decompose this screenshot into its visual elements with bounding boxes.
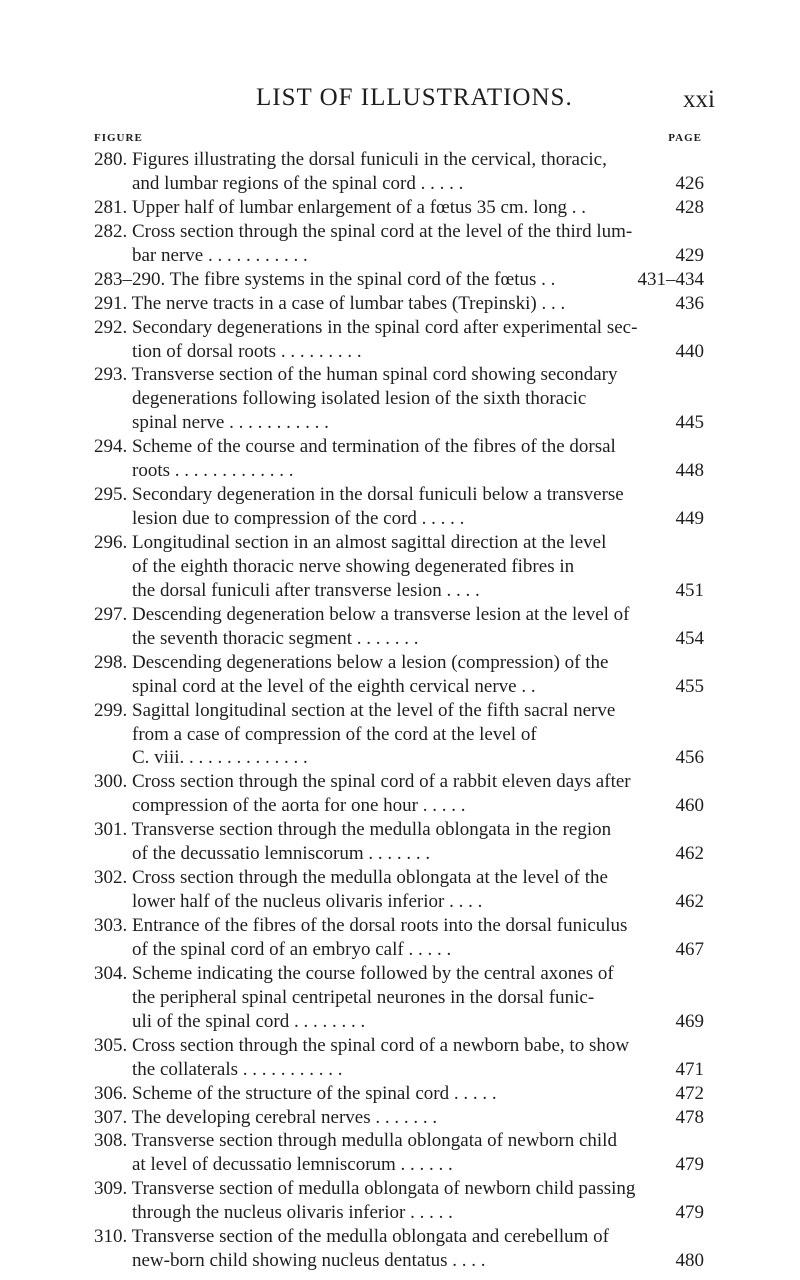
entry-first-line <box>94 435 704 459</box>
list-item <box>94 962 704 1034</box>
figure-number: 294. <box>94 436 132 458</box>
figure-number: 307. <box>94 1106 132 1128</box>
entry-page-number: 467 <box>675 938 704 960</box>
entry-text: Scheme indicating the course followed by the central axones of <box>132 962 614 984</box>
entry-continuation-line <box>94 244 704 268</box>
list-item <box>94 483 704 531</box>
figure-number: 300. <box>94 771 132 793</box>
entry-text: Descending degeneration below a transverse lesion at the level of <box>132 603 630 625</box>
entry-continuation-line <box>94 172 704 196</box>
entry-text: and lumbar regions of the spinal cord . . . . . <box>132 172 464 194</box>
entry-text: of the spinal cord of an embryo calf . . . . . <box>132 938 452 960</box>
entry-first-line <box>94 292 704 316</box>
list-item <box>94 148 704 196</box>
entry-text: Sagittal longitudinal section at the level of the fifth sacral nerve <box>132 699 616 721</box>
figure-number: 281. <box>94 196 132 218</box>
entry-text: Transverse section through medulla oblongata of newborn child <box>131 1130 617 1152</box>
entry-page-number: 436 <box>675 292 704 314</box>
figure-number: 310. <box>94 1226 132 1248</box>
list-item <box>94 316 704 364</box>
list-item <box>94 531 704 603</box>
entry-continuation-line <box>94 675 704 699</box>
entry-text: the seventh thoracic segment . . . . . . . <box>132 627 419 649</box>
figure-number: 280. <box>94 149 132 170</box>
entry-text: of the decussatio lemniscorum . . . . . . . <box>132 843 431 865</box>
entry-page-number: 456 <box>675 747 704 769</box>
page-title: LIST OF ILLUSTRATIONS. <box>256 84 573 111</box>
list-item <box>94 818 704 866</box>
entry-text: the dorsal funiculi after transverse lesion . . . . <box>132 579 480 601</box>
entry-continuation-line <box>94 1058 704 1082</box>
column-headings <box>94 132 702 148</box>
entry-first-line <box>94 196 704 220</box>
figure-number: 296. <box>94 532 132 553</box>
entry-page-number: 460 <box>675 795 704 817</box>
entry-text: at level of decussatio lemniscorum . . . . . . <box>132 1154 453 1176</box>
entry-first-line <box>94 220 704 244</box>
entry-continuation-line <box>94 890 704 914</box>
entry-continuation-line <box>94 986 704 1010</box>
entry-continuation-line <box>94 340 704 364</box>
entry-page-number: 428 <box>675 196 704 218</box>
list-item <box>94 770 704 818</box>
list-item <box>94 196 704 220</box>
entry-first-line <box>94 1177 704 1201</box>
running-head <box>0 84 800 114</box>
entry-first-line <box>94 962 704 986</box>
entry-continuation-line <box>94 794 704 818</box>
list-item <box>94 268 704 292</box>
list-item <box>94 435 704 483</box>
entry-first-line <box>94 1225 704 1249</box>
entry-page-number: 480 <box>675 1250 704 1272</box>
entry-first-line <box>94 1034 704 1058</box>
entry-text: Transverse section through the medulla oblongata in the region <box>131 819 612 841</box>
list-item <box>94 603 704 651</box>
list-item <box>94 1177 704 1225</box>
entry-first-line <box>94 363 704 387</box>
entry-page-number: 471 <box>675 1058 704 1080</box>
entry-text: compression of the aorta for one hour . . . . . <box>132 795 466 817</box>
entry-text: Upper half of lumbar enlargement of a fœtus 35 cm. long . . <box>132 196 586 218</box>
figure-number: 295. <box>94 484 132 506</box>
figure-number: 306. <box>94 1082 132 1104</box>
figure-number: 304. <box>94 962 132 984</box>
entry-text: degenerations following isolated lesion of the sixth thoracic <box>132 388 587 410</box>
page-column-heading: PAGE <box>668 132 702 144</box>
entry-text: The nerve tracts in a case of lumbar tabes (Trepinski) . . . <box>131 292 566 314</box>
entry-continuation-line <box>94 579 704 603</box>
entry-page-number: 479 <box>675 1202 704 1224</box>
entry-continuation-line <box>94 507 704 531</box>
entry-first-line <box>94 148 704 172</box>
entry-text: Cross section through the spinal cord at the level of the third lum- <box>132 220 633 242</box>
list-item <box>94 1106 704 1130</box>
entry-text: The fibre systems in the spinal cord of the fœtus . . <box>169 268 556 290</box>
entry-text: the peripheral spinal centripetal neurones in the dorsal funic- <box>132 986 595 1008</box>
entry-first-line <box>94 914 704 938</box>
entry-first-line <box>94 1129 704 1153</box>
entry-text: Entrance of the fibres of the dorsal roots into the dorsal funiculus <box>132 915 628 936</box>
list-item <box>94 914 704 962</box>
entry-continuation-line <box>94 555 704 579</box>
entry-page-number: 454 <box>675 627 704 649</box>
entry-text: Scheme of the course and termination of the fibres of the dorsal <box>132 436 616 458</box>
entry-continuation-line <box>94 1249 704 1273</box>
list-item <box>94 651 704 699</box>
figure-number: 292. <box>94 316 132 338</box>
entry-continuation-line <box>94 459 704 483</box>
list-item <box>94 699 704 771</box>
entry-continuation-line <box>94 746 704 770</box>
entry-text: uli of the spinal cord . . . . . . . . <box>132 1010 366 1032</box>
entry-text: Scheme of the structure of the spinal cord . . . . . <box>132 1082 497 1104</box>
entry-text: Cross section through the spinal cord of a newborn babe, to show <box>132 1034 630 1056</box>
list-item <box>94 220 704 268</box>
entry-page-number: 426 <box>675 172 704 194</box>
entry-text: Transverse section of the human spinal cord showing secondary <box>131 364 618 386</box>
figure-number: 283–290. <box>94 268 170 290</box>
entry-text: roots . . . . . . . . . . . . . <box>132 460 294 482</box>
entry-page-number: 449 <box>675 508 704 530</box>
entry-text: Secondary degenerations in the spinal cord after experimental sec- <box>132 316 638 338</box>
entry-continuation-line <box>94 723 704 747</box>
entry-text: Figures illustrating the dorsal funiculi in the cervical, thoracic, <box>132 149 607 170</box>
entry-continuation-line <box>94 1201 704 1225</box>
entry-text: Cross section through the spinal cord of a rabbit eleven days after <box>132 771 631 793</box>
entry-first-line <box>94 1082 704 1106</box>
entry-text: lower half of the nucleus olivaris inferior . . . . <box>132 891 483 913</box>
entry-page-number: 448 <box>675 460 704 482</box>
entry-text: Longitudinal section in an almost sagittal direction at the level <box>132 532 607 553</box>
entry-page-number: 431–434 <box>637 268 704 290</box>
entry-page-number: 472 <box>675 1082 704 1104</box>
entry-continuation-line <box>94 387 704 411</box>
entry-text: tion of dorsal roots . . . . . . . . . <box>132 340 362 362</box>
entry-page-number: 429 <box>675 244 704 266</box>
list-item <box>94 866 704 914</box>
entry-text: C. viii. . . . . . . . . . . . . . <box>132 747 308 769</box>
figure-number: 308. <box>94 1130 132 1152</box>
entry-first-line <box>94 651 704 675</box>
entry-page-number: 440 <box>675 340 704 362</box>
entry-continuation-line <box>94 938 704 962</box>
entry-text: lesion due to compression of the cord . . . . . <box>132 508 465 530</box>
entry-page-number: 478 <box>675 1106 704 1128</box>
entry-first-line <box>94 866 704 890</box>
figure-number: 282. <box>94 220 132 242</box>
figure-number: 298. <box>94 651 132 673</box>
entry-page-number: 479 <box>675 1154 704 1176</box>
entry-text: Transverse section of medulla oblongata of newborn child passing <box>131 1178 636 1200</box>
figure-number: 302. <box>94 867 132 889</box>
entry-text: the collaterals . . . . . . . . . . . <box>132 1058 343 1080</box>
figure-number: 309. <box>94 1178 132 1200</box>
entry-text: spinal nerve . . . . . . . . . . . <box>132 412 329 434</box>
entry-page-number: 445 <box>675 412 704 434</box>
entry-text: spinal cord at the level of the eighth cervical nerve . . <box>132 675 536 697</box>
entry-text: bar nerve . . . . . . . . . . . <box>132 244 308 266</box>
figure-column-heading: FIGURE <box>94 132 143 144</box>
entry-text: The developing cerebral nerves . . . . . . . <box>131 1106 438 1128</box>
entry-page-number: 451 <box>675 579 704 601</box>
entry-first-line <box>94 268 704 292</box>
illustration-list <box>94 148 704 1273</box>
entry-continuation-line <box>94 1153 704 1177</box>
entry-continuation-line <box>94 627 704 651</box>
entry-first-line <box>94 818 704 842</box>
entry-first-line <box>94 603 704 627</box>
entry-page-number: 462 <box>675 891 704 913</box>
entry-continuation-line <box>94 842 704 866</box>
entry-text: Cross section through the medulla oblongata at the level of the <box>132 867 608 889</box>
entry-text: new-born child showing nucleus dentatus . . . . <box>132 1250 486 1272</box>
entry-first-line <box>94 1106 704 1130</box>
figure-number: 303. <box>94 915 132 936</box>
list-item <box>94 1129 704 1177</box>
entry-first-line <box>94 699 704 723</box>
figure-number: 297. <box>94 603 132 625</box>
entry-text: Secondary degeneration in the dorsal funiculi below a transverse <box>132 484 624 506</box>
entry-page-number: 462 <box>675 843 704 865</box>
entry-text: through the nucleus olivaris inferior . . . . . <box>132 1202 453 1224</box>
page-number: xxi <box>683 86 715 113</box>
entry-first-line <box>94 531 704 555</box>
list-item <box>94 292 704 316</box>
figure-number: 299. <box>94 699 132 721</box>
figure-number: 293. <box>94 364 132 386</box>
entry-first-line <box>94 770 704 794</box>
entry-continuation-line <box>94 411 704 435</box>
entry-page-number: 469 <box>675 1010 704 1032</box>
list-item <box>94 1082 704 1106</box>
entry-first-line <box>94 316 704 340</box>
list-item <box>94 1225 704 1273</box>
list-item <box>94 363 704 435</box>
figure-number: 301. <box>94 819 132 841</box>
entry-page-number: 455 <box>675 675 704 697</box>
entry-text: from a case of compression of the cord at the level of <box>132 723 537 745</box>
entry-first-line <box>94 483 704 507</box>
entry-continuation-line <box>94 1010 704 1034</box>
figure-number: 291. <box>94 292 132 314</box>
figure-number: 305. <box>94 1034 132 1056</box>
entry-text: Transverse section of the medulla oblongata and cerebellum of <box>131 1226 609 1248</box>
list-item <box>94 1034 704 1082</box>
entry-text: Descending degenerations below a lesion (compression) of the <box>132 651 609 673</box>
entry-text: of the eighth thoracic nerve showing degenerated fibres in <box>132 555 575 577</box>
